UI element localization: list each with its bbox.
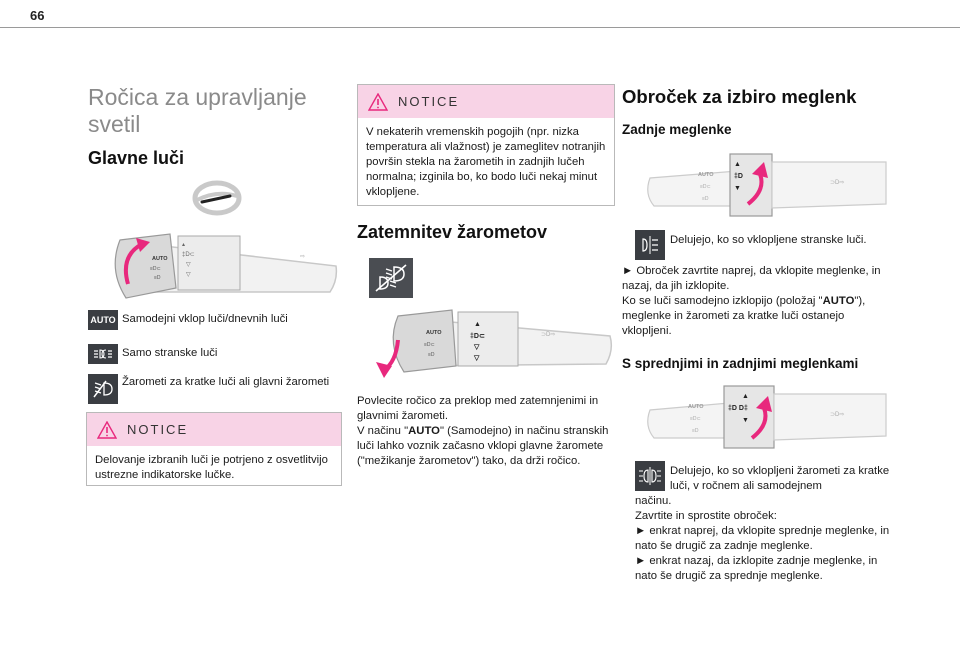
icon-label-auto: Samodejni vklop luči/dnevnih luči xyxy=(122,313,288,325)
svg-text:▼: ▼ xyxy=(734,185,741,192)
dimming-text-bold: AUTO xyxy=(408,425,440,437)
svg-text:AUTO: AUTO xyxy=(152,256,168,262)
section-heading-main-lights: Glavne luči xyxy=(88,148,185,168)
svg-text:‡D⊂: ‡D⊂ xyxy=(182,252,195,258)
rear-fog-text-before: ► Obroček zavrtite naprej, da vklopite meglenke, in nazaj, da jih izklopite. Ko se luči samodejno izklopijo (položaj " xyxy=(622,265,881,307)
rear-fog-stalk-illustration xyxy=(640,148,890,220)
page-number: 66 xyxy=(30,8,45,23)
svg-text:‡D D‡: ‡D D‡ xyxy=(728,405,748,412)
svg-text:⇨: ⇨ xyxy=(300,254,306,260)
front-rear-fog-description: načinu. Zavrtite in sprostite obroček: ► enkrat naprej, da vklopite sprednje meglenke, in nato še drugič za zadnje meglenke. ► enkrat nazaj, da izklopite zadnje meglenke, in nato še drugič za sprednje meglenke. xyxy=(635,495,890,582)
svg-text:≡D: ≡D xyxy=(154,275,161,281)
dimming-description xyxy=(357,394,615,469)
svg-text:≡D⊂: ≡D⊂ xyxy=(690,416,701,422)
dimming-stalk-illustration xyxy=(366,300,616,390)
notice-box-indicator xyxy=(86,412,342,486)
svg-text:≡D⊂: ≡D⊂ xyxy=(700,184,711,190)
svg-text:⊃D⇨: ⊃D⇨ xyxy=(830,412,845,418)
notice-body: Delovanje izbranih luči je potrjeno z osvetlitvijo ustrezne indikatorske lučke. xyxy=(95,454,328,481)
svg-text:≡D⊂: ≡D⊂ xyxy=(150,266,161,272)
icon-label-front-rear-fog: Delujejo, ko so vklopljeni žarometi za kratke luči, v ročnem ali samodejnem xyxy=(670,465,890,492)
svg-text:≡D⊂: ≡D⊂ xyxy=(424,342,435,348)
front-rear-fog-stalk-illustration xyxy=(640,380,890,452)
notice-body: V nekaterih vremenskih pogojih (npr. nizka temperatura ali vlažnost) je zameglitev notranjih površin stekla na žarometih in zadnjih lučeh normalna; izginila bo, ko bodo luči nekaj minut vklopljene. xyxy=(366,126,606,198)
svg-text:‡D⊂: ‡D⊂ xyxy=(470,333,485,340)
svg-text:≡D: ≡D xyxy=(692,428,699,434)
section-heading-dimming: Zatemnitev žarometov xyxy=(357,222,548,242)
icon-label-headlights: Žarometi za kratke luči ali glavni žarometi xyxy=(122,376,330,388)
svg-text:AUTO: AUTO xyxy=(688,404,704,410)
svg-text:⊃D⇨: ⊃D⇨ xyxy=(541,332,556,338)
icon-label-side-lights: Samo stranske luči xyxy=(122,347,218,359)
light-stalk-illustration xyxy=(100,222,340,312)
rear-fog-description xyxy=(622,264,894,339)
top-rule xyxy=(0,27,960,28)
dimming-text-before: Povlecite ročico za preklop med zatemnjenimi in glavnimi žarometi. V načinu " xyxy=(357,395,599,437)
notice-header xyxy=(358,85,614,118)
svg-text:▲: ▲ xyxy=(474,321,481,328)
notice-title: NOTICE xyxy=(127,422,189,437)
svg-text:▼: ▼ xyxy=(742,417,749,424)
side-lights-icon xyxy=(88,344,118,364)
svg-text:▴: ▴ xyxy=(182,242,186,248)
rear-fog-icon xyxy=(635,230,665,260)
svg-text:≡D: ≡D xyxy=(428,352,435,358)
section-heading-fog: Obroček za izbiro meglenk xyxy=(622,86,857,107)
subheading-front-rear-fog: S sprednjimi in zadnjimi meglenkami xyxy=(622,356,859,371)
svg-text:▲: ▲ xyxy=(742,393,749,400)
headlights-icon xyxy=(88,374,118,404)
dimming-text-after: " (Samodejno) in načinu stranskih luči lahko voznik začasno vklopi glavne žaromete ("mežikanje žarometov") tako, da drži ročico. xyxy=(357,425,612,467)
steering-wheel-illustration xyxy=(192,180,242,216)
page-title: Ročica za upravljanje svetil xyxy=(88,84,307,137)
svg-text:▽: ▽ xyxy=(186,262,191,268)
svg-text:≡D: ≡D xyxy=(702,196,709,202)
subheading-rear-fog: Zadnje meglenke xyxy=(622,122,732,137)
svg-text:▽: ▽ xyxy=(474,344,480,351)
notice-header xyxy=(87,413,341,446)
warning-icon xyxy=(368,93,388,111)
auto-icon xyxy=(88,310,118,330)
icon-label-rear-fog: Delujejo, ko so vklopljene stranske luči. xyxy=(670,234,867,246)
svg-text:‡D: ‡D xyxy=(734,173,743,180)
svg-text:▽: ▽ xyxy=(474,355,480,362)
rear-fog-text-bold: AUTO xyxy=(822,295,855,307)
svg-text:▽: ▽ xyxy=(186,272,191,278)
svg-text:AUTO: AUTO xyxy=(698,172,714,178)
warning-icon xyxy=(97,421,117,439)
notice-box-condensation xyxy=(357,84,615,206)
rear-fog-text-after: "), meglenke in žarometi za kratke luči ostanejo vklopljeni. xyxy=(622,295,869,337)
svg-text:AUTO: AUTO xyxy=(426,330,442,336)
dimming-icon xyxy=(369,258,413,298)
svg-text:▲: ▲ xyxy=(734,161,741,168)
notice-title: NOTICE xyxy=(398,94,460,109)
auto-icon-text: AUTO xyxy=(90,315,116,325)
front-rear-fog-icon xyxy=(635,461,665,491)
svg-text:⊃D⇨: ⊃D⇨ xyxy=(830,180,845,186)
